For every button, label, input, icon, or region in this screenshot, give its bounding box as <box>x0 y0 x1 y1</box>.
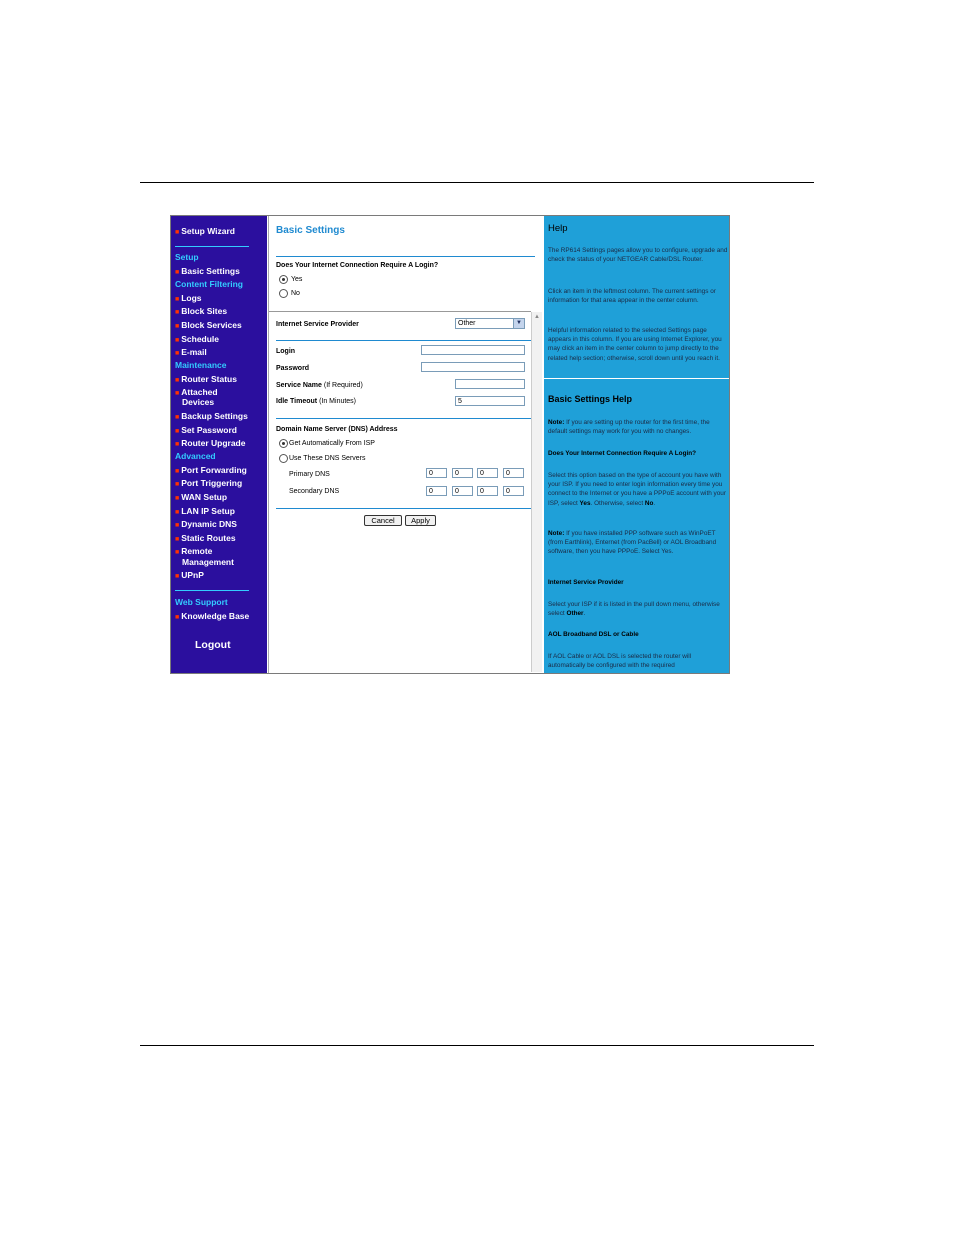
logout-link[interactable]: Logout <box>195 639 231 651</box>
nav-remote-management-line2[interactable]: Management <box>182 557 234 567</box>
bullet-icon: ■ <box>175 414 180 421</box>
nav-upnp[interactable]: ■ UPnP <box>175 570 204 580</box>
help-divider <box>544 378 729 379</box>
nav-block-services[interactable]: ■ Block Services <box>175 320 242 330</box>
secondary-dns-octet-3[interactable]: 0 <box>477 486 498 496</box>
left-nav <box>171 216 267 673</box>
bullet-icon: ■ <box>175 390 180 397</box>
nav-head-web-support: Web Support <box>175 597 228 607</box>
bullet-icon: ■ <box>175 428 180 435</box>
bullet-icon: ■ <box>175 323 180 330</box>
nav-email[interactable]: ■ E-mail <box>175 347 207 357</box>
header-rule <box>140 182 814 183</box>
bullet-icon: ■ <box>175 269 180 276</box>
bullet-icon: ■ <box>175 309 180 316</box>
service-name-label: Service Name (If Required) <box>276 382 363 389</box>
section-rule <box>276 340 535 341</box>
bullet-icon: ■ <box>175 481 180 488</box>
bullet-icon: ■ <box>175 495 180 502</box>
nav-dynamic-dns[interactable]: ■ Dynamic DNS <box>175 519 237 529</box>
help-subheading: AOL Broadband DSL or Cable <box>548 631 639 638</box>
nav-separator <box>175 590 249 591</box>
idle-timeout-input[interactable]: 5 <box>455 396 525 406</box>
nav-separator <box>175 246 249 247</box>
nav-block-sites[interactable]: ■ Block Sites <box>175 306 228 316</box>
apply-button[interactable]: Apply <box>405 515 436 526</box>
password-input[interactable] <box>421 362 525 372</box>
isp-label: Internet Service Provider <box>276 321 359 328</box>
bullet-icon: ■ <box>175 441 180 448</box>
nav-remote-management[interactable]: ■ Remote <box>175 546 213 556</box>
secondary-dns-octet-1[interactable]: 0 <box>426 486 447 496</box>
dns-heading: Domain Name Server (DNS) Address <box>276 426 398 433</box>
section-rule <box>276 508 535 509</box>
login-no-radio[interactable] <box>279 289 288 298</box>
nav-schedule[interactable]: ■ Schedule <box>175 334 220 344</box>
section-rule <box>276 418 535 419</box>
nav-router-status[interactable]: ■ Router Status <box>175 374 237 384</box>
chevron-down-icon: ▼ <box>513 319 524 328</box>
nav-setup-wizard[interactable]: ■ Setup Wizard <box>175 226 235 236</box>
dns-manual-label: Use These DNS Servers <box>289 455 366 462</box>
primary-dns-label: Primary DNS <box>289 471 330 478</box>
dns-auto-radio[interactable] <box>279 439 288 448</box>
nav-logs[interactable]: ■ Logs <box>175 293 202 303</box>
help-panel <box>542 216 729 673</box>
bullet-icon: ■ <box>175 522 180 529</box>
settings-panel <box>268 216 543 673</box>
primary-dns-octet-1[interactable]: 0 <box>426 468 447 478</box>
nav-head-advanced: Advanced <box>175 451 216 461</box>
nav-set-password[interactable]: ■ Set Password <box>175 425 237 435</box>
password-field-label: Password <box>276 365 310 372</box>
bullet-icon: ■ <box>175 296 180 303</box>
bullet-icon: ■ <box>175 549 180 556</box>
service-name-input[interactable] <box>455 379 525 389</box>
bullet-icon: ■ <box>175 573 180 580</box>
bullet-icon: ■ <box>175 337 180 344</box>
help-subheading: Does Your Internet Connection Require A Login? <box>548 450 697 457</box>
nav-backup-settings[interactable]: ■ Backup Settings <box>175 411 248 421</box>
help-paragraph: Helpful information related to the selected Settings page appears in this column. If you are using Internet Explorer, you may click an item in the center column to jump directly to the related help section; otherwise, scroll down until you reach it. <box>548 327 722 362</box>
login-field-label: Login <box>276 348 296 355</box>
bullet-icon: ■ <box>175 536 180 543</box>
bullet-icon: ■ <box>175 509 180 516</box>
help-paragraph: If AOL Cable or AOL DSL is selected the router will automatically be configured with the required <box>548 653 692 670</box>
login-yes-label: Yes <box>291 276 303 283</box>
login-no-label: No <box>291 290 300 297</box>
footer-rule <box>140 1045 814 1046</box>
panel-scrollbar[interactable] <box>531 312 542 672</box>
nav-static-routes[interactable]: ■ Static Routes <box>175 533 236 543</box>
nav-head-maintenance: Maintenance <box>175 360 227 370</box>
help-note: Note: If you have installed PPP software such as WinPoET (from Earthlink), Enternet (from PacBell) or AOL Broadband software, then you have PPPoE. Select Yes. <box>548 530 717 556</box>
login-question: Does Your Internet Connection Require A Login? <box>276 262 439 269</box>
nav-head-content-filtering: Content Filtering <box>175 279 243 289</box>
bullet-icon: ■ <box>175 614 180 621</box>
cancel-button[interactable]: Cancel <box>364 515 402 526</box>
login-input[interactable] <box>421 345 525 355</box>
secondary-dns-octet-2[interactable]: 0 <box>452 486 473 496</box>
primary-dns-octet-2[interactable]: 0 <box>452 468 473 478</box>
dns-auto-label: Get Automatically From ISP <box>289 440 375 447</box>
help-paragraph: The RP614 Settings pages allow you to configure, upgrade and check the status of your NETGEAR Cable/DSL Router. <box>548 247 728 264</box>
nav-knowledge-base[interactable]: ■ Knowledge Base <box>175 611 250 621</box>
help-section-title: Basic Settings Help <box>548 394 633 404</box>
router-settings-window <box>170 215 730 674</box>
primary-dns-octet-3[interactable]: 0 <box>477 468 498 478</box>
panel-divider <box>269 311 531 312</box>
page-title: Basic Settings <box>276 225 345 236</box>
nav-attached-devices-line2[interactable]: Devices <box>182 397 215 407</box>
nav-head-setup: Setup <box>175 252 199 262</box>
nav-wan-setup[interactable]: ■ WAN Setup <box>175 492 228 502</box>
bullet-icon: ■ <box>175 468 180 475</box>
login-yes-radio[interactable] <box>279 275 288 284</box>
nav-lan-ip-setup[interactable]: ■ LAN IP Setup <box>175 506 235 516</box>
idle-timeout-label: Idle Timeout (In Minutes) <box>276 398 357 405</box>
primary-dns-octet-4[interactable]: 0 <box>503 468 524 478</box>
nav-port-triggering[interactable]: ■ Port Triggering <box>175 478 243 488</box>
nav-port-forwarding[interactable]: ■ Port Forwarding <box>175 465 247 475</box>
title-rule <box>276 256 535 257</box>
help-paragraph: Select this option based on the type of account you have with your ISP. If you need to enter login information every time you connect to the Internet or you have a PPPoE account with your ISP, select Yes. Otherwise, select No. <box>548 472 726 507</box>
scroll-up-icon[interactable]: ▲ <box>534 314 540 320</box>
nav-attached-devices[interactable]: ■ Attached <box>175 387 218 397</box>
nav-basic-settings[interactable]: ■ Basic Settings <box>175 266 240 276</box>
help-note: Note: If you are setting up the router for the first time, the default settings may work for you with no changes. <box>548 419 710 436</box>
help-paragraph: Click an item in the leftmost column. The current settings or information for that area appear in the center column. <box>548 288 716 305</box>
help-title: Help <box>548 223 568 234</box>
secondary-dns-octet-4[interactable]: 0 <box>503 486 524 496</box>
secondary-dns-label: Secondary DNS <box>289 488 340 495</box>
nav-router-upgrade[interactable]: ■ Router Upgrade <box>175 438 246 448</box>
help-paragraph: Select your ISP if it is listed in the pull down menu, otherwise select Other. <box>548 601 720 618</box>
bullet-icon: ■ <box>175 229 180 236</box>
bullet-icon: ■ <box>175 350 180 357</box>
dns-manual-radio[interactable] <box>279 454 288 463</box>
isp-select[interactable]: Other ▼ <box>455 318 525 329</box>
help-subheading: Internet Service Provider <box>548 579 624 586</box>
bullet-icon: ■ <box>175 377 180 384</box>
